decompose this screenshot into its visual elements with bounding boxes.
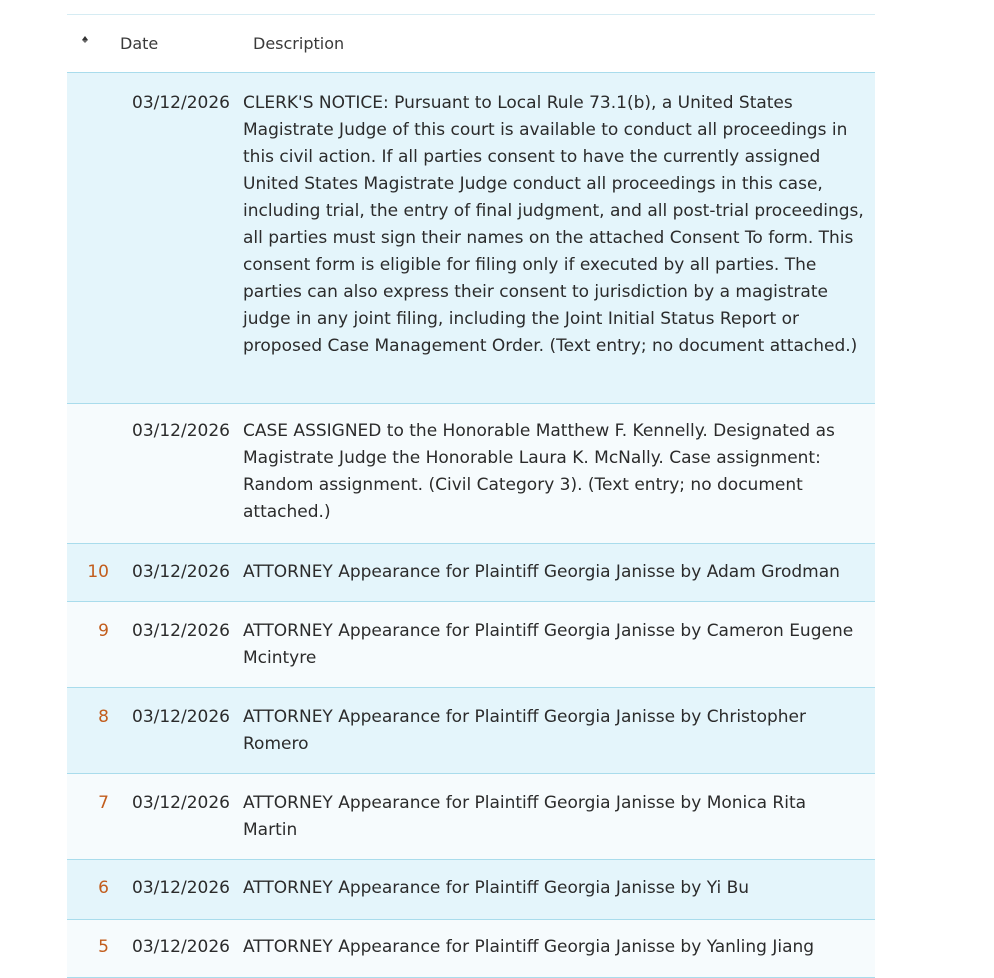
entry-date: 03/12/2026 <box>132 707 230 727</box>
sort-icon[interactable] <box>80 35 90 45</box>
entry-date: 03/12/2026 <box>132 878 230 898</box>
entry-number[interactable]: 5 <box>98 937 109 957</box>
table-row <box>67 860 875 920</box>
entry-date: 03/12/2026 <box>132 421 230 441</box>
entry-date: 03/12/2026 <box>132 93 230 113</box>
entry-description: ATTORNEY Appearance for Plaintiff Georgia Janisse by Adam Grodman <box>243 562 840 582</box>
entry-number[interactable]: 8 <box>98 707 109 727</box>
entry-description: ATTORNEY Appearance for Plaintiff Georgia Janisse by Cameron Eugene Mcintyre <box>243 621 854 668</box>
entry-number[interactable]: 6 <box>98 878 109 898</box>
table-row <box>67 920 875 978</box>
table-header <box>67 15 875 73</box>
entry-date: 03/12/2026 <box>132 937 230 957</box>
entry-date: 03/12/2026 <box>132 621 230 641</box>
table-row <box>67 602 875 688</box>
table-row <box>67 774 875 860</box>
entry-description: CLERK'S NOTICE: Pursuant to Local Rule 73.1(b), a United States Magistrate Judge of this court is available to conduct all proceedings in this civil action. If all parties consent to have the currently assigned United States Magistrate Judge conduct all proceedings in this case, including trial, the entry of final judgment, and all post-trial proceedings, all parties must sign their names on the attached Consent To form. This consent form is eligible for filing only if executed by all parties. The parties can also express their consent to jurisdiction by a magistrate judge in any joint filing, including the Joint Initial Status Report or proposed Case Management Order. (Text entry; no document attached.) <box>243 93 864 356</box>
entry-description: ATTORNEY Appearance for Plaintiff Georgia Janisse by Christopher Romero <box>243 707 806 754</box>
table-row <box>67 544 875 602</box>
entry-description: ATTORNEY Appearance for Plaintiff Georgia Janisse by Yanling Jiang <box>243 937 815 957</box>
entry-number[interactable]: 9 <box>98 621 109 641</box>
table-row <box>67 404 875 544</box>
entry-description: ATTORNEY Appearance for Plaintiff Georgia Janisse by Monica Rita Martin <box>243 793 807 840</box>
entry-date: 03/12/2026 <box>132 793 230 813</box>
entry-description: CASE ASSIGNED to the Honorable Matthew F. Kennelly. Designated as Magistrate Judge the Honorable Laura K. McNally. Case assignment: Random assignment. (Civil Category 3). (Text entry; no document attached.) <box>243 421 835 522</box>
entry-number[interactable]: 7 <box>98 793 109 813</box>
entry-date: 03/12/2026 <box>132 562 230 582</box>
column-header-date[interactable]: Date <box>120 34 159 53</box>
docket-table <box>67 14 875 978</box>
column-header-description[interactable]: Description <box>253 34 345 53</box>
table-row <box>67 688 875 774</box>
entry-description: ATTORNEY Appearance for Plaintiff Georgia Janisse by Yi Bu <box>243 878 750 898</box>
entry-number[interactable]: 10 <box>87 562 109 582</box>
table-row <box>67 73 875 404</box>
